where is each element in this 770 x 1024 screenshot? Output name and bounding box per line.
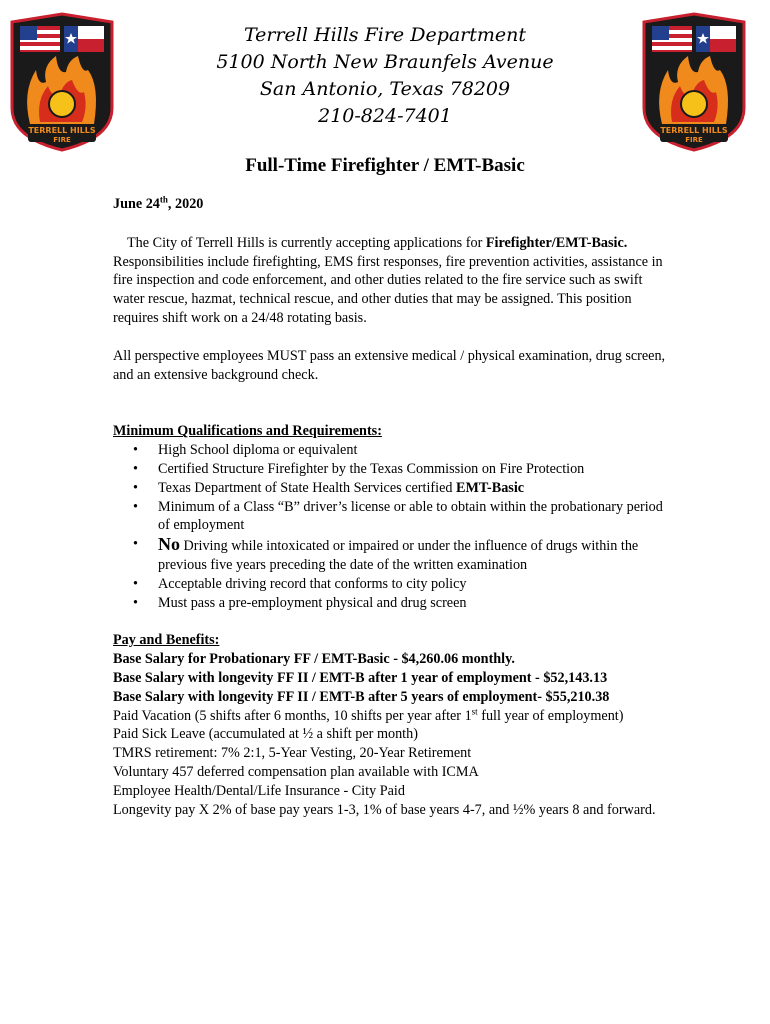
- patch-text-line2: FIRE: [53, 136, 71, 144]
- paid-sick-leave: Paid Sick Leave (accumulated at ½ a shift per month): [113, 726, 418, 743]
- terrell-hills-fire-patch-right: [640, 12, 748, 152]
- patch-text-line2: FIRE: [685, 136, 703, 144]
- department-name: Terrell Hills Fire Department: [243, 24, 527, 46]
- list-item: • No Driving while intoxicated or impaired or under the influence of drugs within the previous five years preceding the date of the written examination: [158, 535, 668, 575]
- patch-text-line1: TERRELL HILLS: [28, 126, 96, 135]
- document-body: [113, 195, 668, 819]
- voluntary-457: Voluntary 457 deferred compensation plan available with ICMA: [113, 763, 479, 780]
- longevity-pay: Longevity pay X 2% of base pay years 1-3, 1% of base years 4-7, and ½% years 8 and forward.: [113, 801, 656, 818]
- perspective-note: All perspective employees MUST pass an extensive medical / physical examination, drug screen, and an extensive background check.: [113, 347, 666, 383]
- terrell-hills-fire-patch-left: [8, 12, 116, 152]
- salary-5-years: Base Salary with longevity FF II / EMT-B after 5 years of employment- $55,210.38: [113, 688, 610, 705]
- requirements-heading: Minimum Qualifications and Requirements:: [113, 423, 382, 440]
- posting-date: June 24th, 2020: [113, 194, 204, 212]
- list-item: • Certified Structure Firefighter by the Texas Commission on Fire Protection: [158, 460, 668, 479]
- intro-paragraph: The City of Terrell Hills is currently accepting applications for Firefighter/EMT-Basic. Responsibilities include firefighting, EMS first responses, fire prevention activities, assistance in fire inspection and code enforcement, and other duties related to the fire service such as swift water rescue, hazmat, technical rescue, and other duties that may be assigned. This position requires shift work on a 24/48 rotating basis.: [113, 234, 663, 326]
- pay-heading: Pay and Benefits:: [113, 632, 220, 649]
- patch-text-line1: TERRELL HILLS: [660, 126, 728, 135]
- address-line1: 5100 North New Braunfels Avenue: [216, 51, 554, 73]
- salary-probationary: Base Salary for Probationary FF / EMT-Basic - $4,260.06 monthly.: [113, 651, 515, 668]
- insurance: Employee Health/Dental/Life Insurance - City Paid: [113, 782, 405, 799]
- list-item: • Must pass a pre-employment physical and drug screen: [158, 594, 668, 613]
- tmrs-retirement: TMRS retirement: 7% 2:1, 5-Year Vesting, 20-Year Retirement: [113, 745, 472, 762]
- list-item: • High School diploma or equivalent: [158, 441, 668, 460]
- letterhead: [170, 22, 600, 130]
- list-item: • Minimum of a Class “B” driver’s license or able to obtain within the probationary period of employment: [158, 498, 668, 536]
- paid-vacation: Paid Vacation (5 shifts after 6 months, 10 shifts per year after 1st full year of employment): [113, 705, 624, 724]
- phone-number: 210-824-7401: [318, 105, 452, 127]
- list-item: • Acceptable driving record that conforms to city policy: [158, 575, 668, 594]
- document-title: Full-Time Firefighter / EMT-Basic: [245, 155, 525, 176]
- list-item: • Texas Department of State Health Services certified EMT-Basic: [158, 479, 668, 498]
- salary-1-year: Base Salary with longevity FF II / EMT-B after 1 year of employment - $52,143.13: [113, 669, 608, 686]
- requirements-list: [113, 441, 668, 612]
- address-line2: San Antonio, Texas 78209: [259, 78, 511, 100]
